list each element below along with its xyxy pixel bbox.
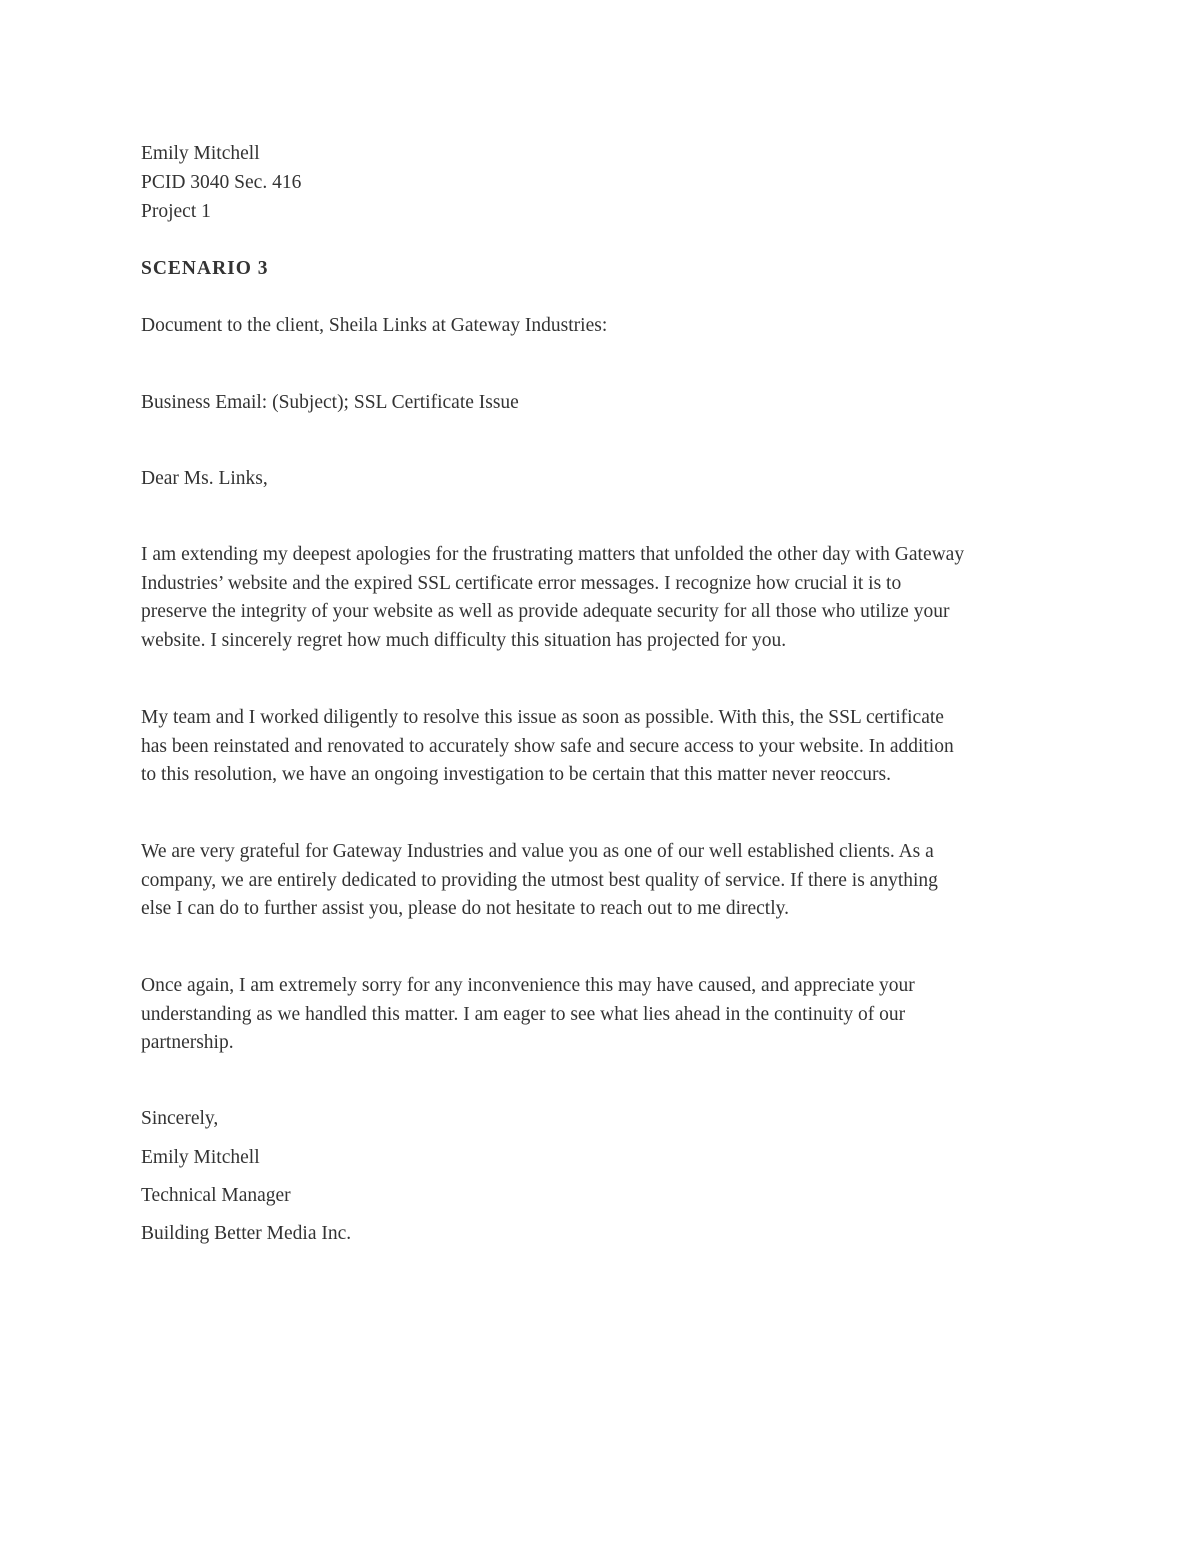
paragraph-line: Once again, I am extremely sorry for any inconvenience this may have caused, and appreciate your (141, 975, 915, 996)
course-info: PCID 3040 Sec. 416 (141, 172, 302, 193)
author-name: Emily Mitchell (141, 143, 260, 164)
signer-name: Emily Mitchell (141, 1147, 260, 1168)
signer-title: Technical Manager (141, 1185, 291, 1206)
salutation: Dear Ms. Links, (141, 468, 268, 489)
signer-company: Building Better Media Inc. (141, 1223, 352, 1244)
paragraph-line: I am extending my deepest apologies for the frustrating matters that unfolded the other day with Gateway (141, 544, 965, 565)
paragraph-line: has been reinstated and renovated to accurately show safe and secure access to your website. In addition (141, 735, 954, 757)
paragraph-closing-remarks (141, 972, 1071, 1058)
paragraph-line: Industries’ website and the expired SSL certificate error messages. I recognize how crucial it is to (141, 572, 902, 594)
paragraph-line: else I can do to further assist you, please do not hesitate to reach out to me directly. (141, 898, 789, 920)
paragraph-line: to this resolution, we have an ongoing investigation to be certain that this matter never reoccurs. (141, 764, 891, 786)
paragraph-apology (141, 541, 1071, 656)
paragraph-line: We are very grateful for Gateway Industries and value you as one of our well established clients. As a (141, 841, 934, 862)
intro-line: Document to the client, Sheila Links at Gateway Industries: (141, 315, 608, 336)
paragraph-line: website. I sincerely regret how much difficulty this situation has projected for you. (141, 630, 787, 652)
paragraph-gratitude (141, 838, 1071, 924)
paragraph-resolution (141, 704, 1071, 790)
email-subject: Business Email: (Subject); SSL Certificate Issue (141, 392, 519, 413)
paragraph-line: company, we are entirely dedicated to providing the utmost best quality of service. If there is anything (141, 869, 938, 891)
project-label: Project 1 (141, 201, 211, 222)
paragraph-line: partnership. (141, 1032, 234, 1054)
scenario-heading: SCENARIO 3 (141, 258, 269, 279)
paragraph-line: My team and I worked diligently to resolve this issue as soon as possible. With this, the SSL certificate (141, 707, 944, 728)
sign-off: Sincerely, (141, 1108, 219, 1129)
paragraph-line: understanding as we handled this matter. I am eager to see what lies ahead in the continuity of our (141, 1003, 906, 1025)
paragraph-line: preserve the integrity of your website as well as provide adequate security for all those who utilize your (141, 601, 950, 623)
